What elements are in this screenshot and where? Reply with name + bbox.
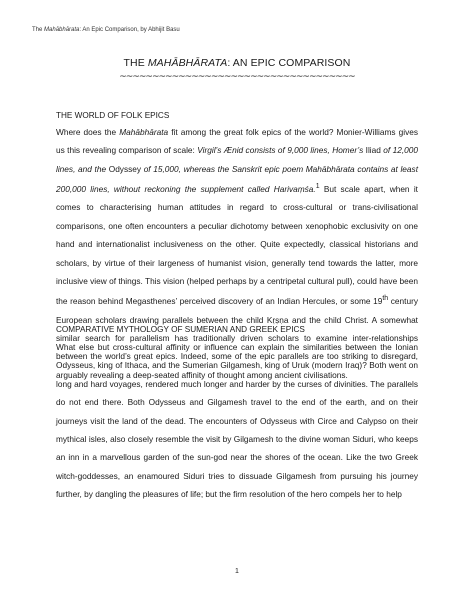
text-run-italic: of 12,000 lines, and the — [56, 145, 418, 174]
text-run: century European scholars drawing parallels between the child Kṛṣṇa and the child Christ. A somewhat similar search for parallelism has traditionally driven scholars to examine inter-relationships between the world’s great epics. Indeed, some of the epic parallels are too striking to disregard, arguably revealing a deep-seated affinity of thought among ancient civilisations. — [56, 296, 418, 380]
text-run-italic: of 15,000, whereas the Sanskrit epic poem Mahābhārata contains at least 200,000 lines, without reckoning the supplement called Harivaṃśa. — [56, 163, 418, 194]
running-head — [32, 27, 180, 33]
section-heading-folk-epics: THE WORLD OF FOLK EPICS — [56, 111, 170, 120]
paragraph-comparative-mythology: What else but cross-cultural affinity or influence can explain the similarities between the Ionian Odysseus, king of Ithaca, and the Sumerian Gilgamesh, king of Uruk (modern Iraq)? Both went on long and hard voyages, rendered much longer and harder by the curses of divinities. The parallels do not end there. Both Odysseus and Gilgamesh travel to the end of the earth, and on their journeys visit the land of the dead. The encounters of Odysseus with Circe and Calypso on their mythical isles, also closely resemble the visit by Gilgamesh to the divine woman Siduri, who keeps an inn in a marvellous garden of the sun-god near the shores of the ocean. Like the two Greek witch-goddesses, an enamoured Siduri tries to dissuade Gilgamesh from pursuing his journey further, by dangling the pleasures of life; but the firm resolution of the hero compels her to help — [56, 342, 418, 500]
text-run-italic: Mahābhārata — [119, 127, 169, 137]
text-run: Iliad — [363, 145, 384, 156]
section-heading-comparative-mythology: COMPARATIVE MYTHOLOGY OF SUMERIAN AND GREEK EPICS — [56, 325, 305, 334]
title-suffix: : AN EPIC COMPARISON — [227, 57, 351, 69]
footnote-ref[interactable]: 1 — [315, 183, 320, 191]
superscript-th: th — [382, 295, 389, 303]
page-number: 1 — [235, 568, 239, 575]
running-head-suffix: : An Epic Comparison, by Abhijit Basu — [79, 27, 180, 33]
text-run-italic: Virgil’s Ænid consists of 9,000 lines, Homer’s — [197, 145, 364, 156]
running-head-title: Mahābhārata — [44, 27, 80, 33]
text-run: Where does the — [56, 127, 120, 137]
title-italic: MAHĀBHĀRATA — [147, 57, 228, 69]
running-head-prefix: The — [32, 27, 45, 33]
text-run: Odyssey — [106, 163, 144, 174]
title-prefix: THE — [123, 57, 148, 69]
text-run: fit among the great folk epics of the world? Monier-Williams gives us this revealing comparison of scale: — [56, 127, 418, 156]
tilde-divider: ~~~~~~~~~~~~~~~~~~~~~~~~~~~~~~~~~~~~ — [119, 72, 355, 82]
text-run: But scale apart, when it comes to characterising human attitudes in regard to cross-cultural or trans-civilisational comparisons, one often encounters a peculiar dichotomy between xenophobic exclusivity on one hand and internationalist inclusiveness on the other. Quite expectedly, classical historians and scholars, by virtue of their largeness of humanist vision, generally tend towards the latter, more inclusive view of things. This vision (helped perhaps by a centripetal cultural pull), could have been the reason behind Megasthenes’ perceived discovery of an Indian Hercules, or some 19 — [56, 183, 418, 307]
page-title — [0, 57, 474, 69]
